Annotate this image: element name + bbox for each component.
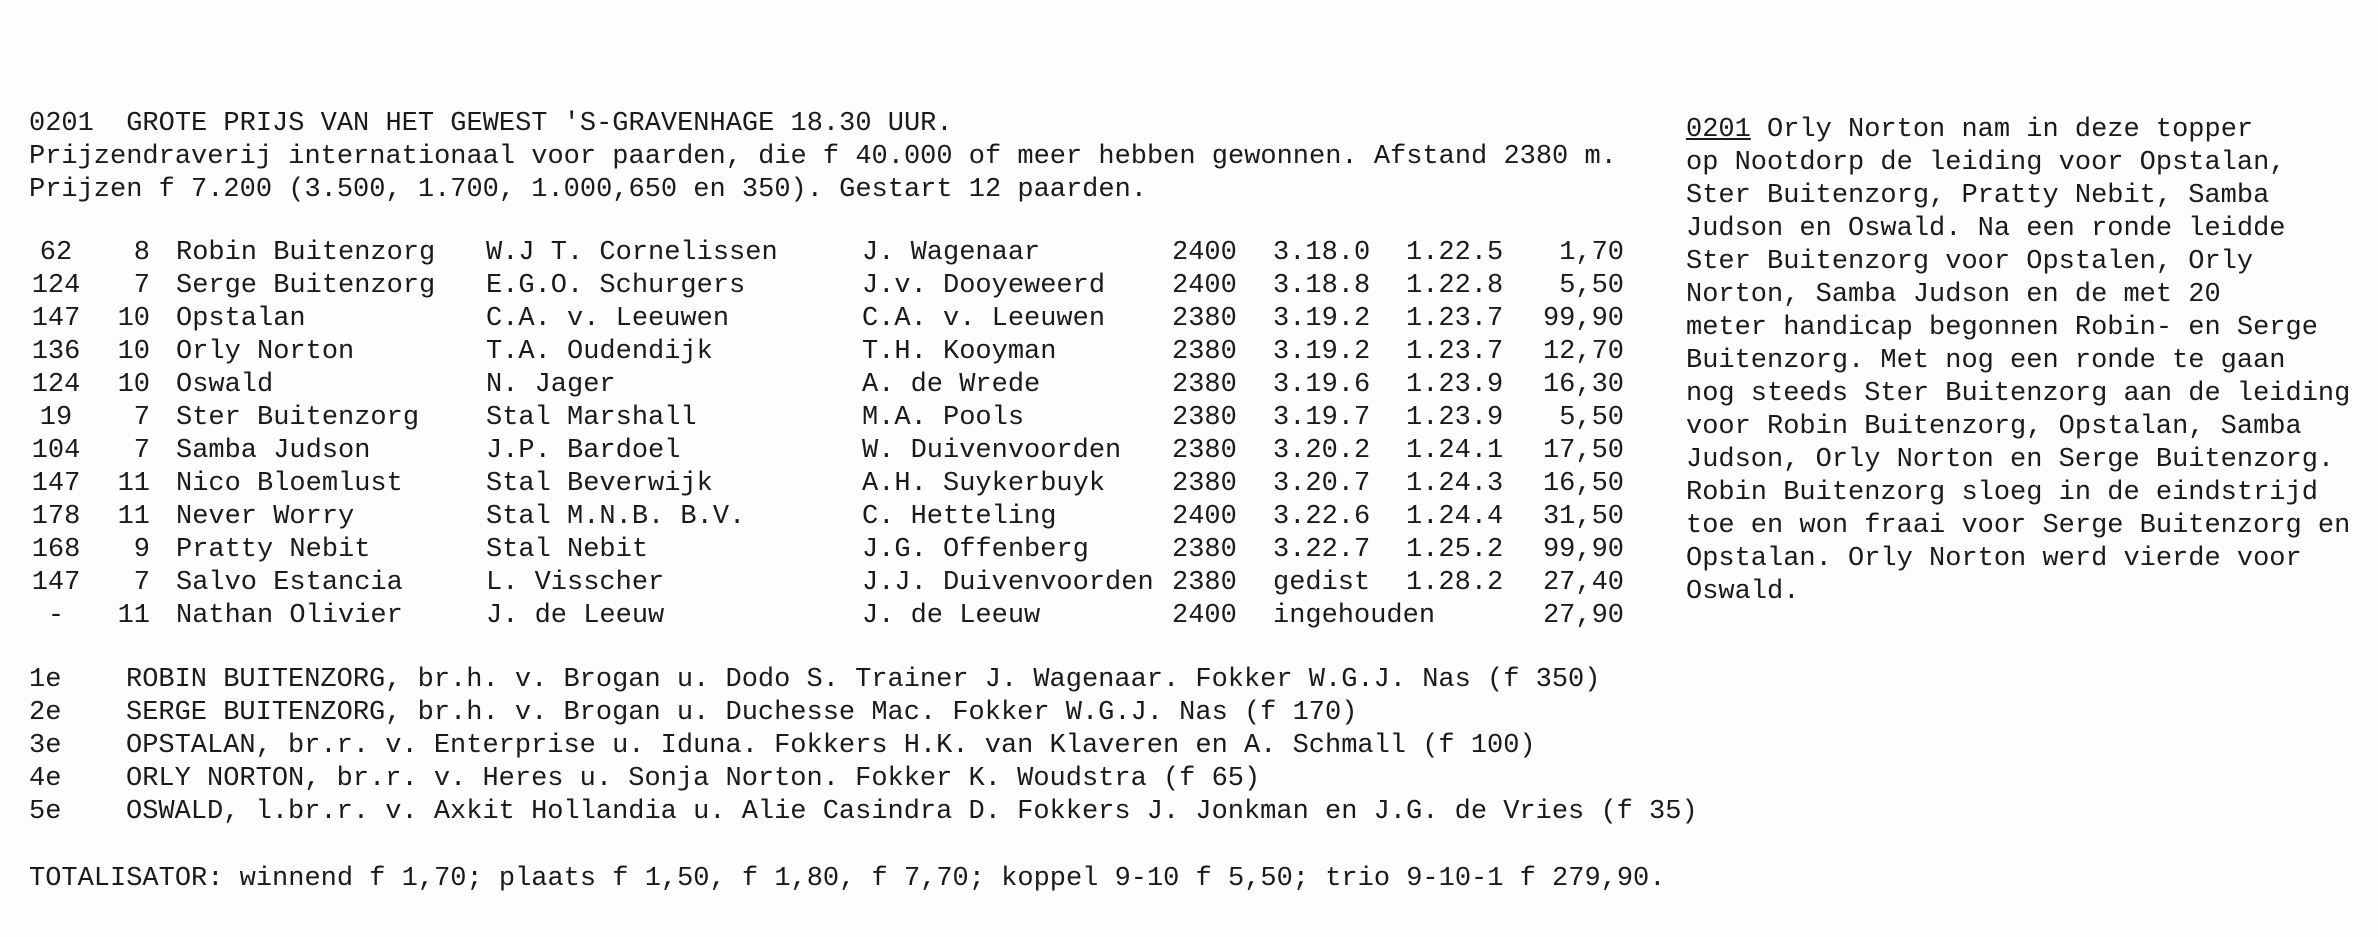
pedigree-text: ROBIN BUITENZORG, br.h. v. Brogan u. Dodo S. Trainer J. Wagenaar. Fokker W.G.J. Nas (f 350) xyxy=(126,665,1601,695)
result-driver: J. de Leeuw xyxy=(862,601,1041,631)
result-owner: L. Visscher xyxy=(486,568,665,598)
commentary-line: Judson en Oswald. Na een ronde leidde xyxy=(1686,214,2286,244)
pedigree-place: 5e xyxy=(29,797,62,827)
result-horse: Oswald xyxy=(176,370,274,400)
result-time: 3.19.7 xyxy=(1273,403,1371,433)
result-driver: M.A. Pools xyxy=(862,403,1025,433)
result-row xyxy=(0,468,1650,501)
commentary-line: voor Robin Buitenzorg, Opstalan, Samba xyxy=(1686,412,2302,442)
result-odds: 99,90 xyxy=(1542,535,1624,565)
result-time: 3.22.6 xyxy=(1273,502,1371,532)
result-odds: 27,90 xyxy=(1542,601,1624,631)
pedigree-text: OSWALD, l.br.r. v. Axkit Hollandia u. Alie Casindra D. Fokkers J. Jonkman en J.G. de Vries (f 35) xyxy=(126,797,1698,827)
commentary-line: op Nootdorp de leiding voor Opstalan, xyxy=(1686,148,2286,178)
result-owner: Stal M.N.B. B.V. xyxy=(486,502,746,532)
commentary-line: Ster Buitenzorg, Pratty Nebit, Samba xyxy=(1686,181,2270,211)
result-horse: Nico Bloemlust xyxy=(176,469,403,499)
result-number: 8 xyxy=(133,238,150,268)
result-km-time: 1.22.8 xyxy=(1406,271,1504,301)
result-owner: E.G.O. Schurgers xyxy=(486,271,746,301)
commentary-line: Buitenzorg. Met nog een ronde te gaan xyxy=(1686,346,2286,376)
result-row xyxy=(0,303,1650,336)
result-row xyxy=(0,270,1650,303)
result-horse: Orly Norton xyxy=(176,337,355,367)
result-driver: J. Wagenaar xyxy=(862,238,1041,268)
result-ref: 168 xyxy=(31,535,81,565)
result-time: ingehouden xyxy=(1273,601,1436,631)
result-driver: C.A. v. Leeuwen xyxy=(862,304,1106,334)
result-odds: 27,40 xyxy=(1542,568,1624,598)
result-horse: Serge Buitenzorg xyxy=(176,271,436,301)
result-owner: J. de Leeuw xyxy=(486,601,665,631)
result-horse: Ster Buitenzorg xyxy=(176,403,420,433)
result-distance: 2400 xyxy=(1172,238,1237,268)
result-ref: 136 xyxy=(31,337,81,367)
result-driver: J.G. Offenberg xyxy=(862,535,1089,565)
result-km-time: 1.25.2 xyxy=(1406,535,1504,565)
pedigree-place: 1e xyxy=(29,665,62,695)
result-horse: Opstalan xyxy=(176,304,306,334)
result-driver: J.v. Dooyeweerd xyxy=(862,271,1106,301)
result-time: 3.19.2 xyxy=(1273,337,1371,367)
result-number: 7 xyxy=(133,403,150,433)
result-owner: N. Jager xyxy=(486,370,616,400)
commentary-line: Oswald. xyxy=(1686,577,1800,607)
commentary-first-line xyxy=(1686,114,2253,147)
commentary-line: Judson, Orly Norton en Serge Buitenzorg. xyxy=(1686,445,2335,475)
result-ref: 147 xyxy=(31,304,81,334)
result-row xyxy=(0,435,1650,468)
result-row xyxy=(0,369,1650,402)
pedigree-place: 4e xyxy=(29,764,62,794)
result-odds: 99,90 xyxy=(1542,304,1624,334)
pedigree-place: 2e xyxy=(29,698,62,728)
result-driver: W. Duivenvoorden xyxy=(862,436,1122,466)
commentary-line: Robin Buitenzorg sloeg in de eindstrijd xyxy=(1686,478,2318,508)
result-distance: 2400 xyxy=(1172,601,1237,631)
result-ref: 124 xyxy=(31,271,81,301)
result-row xyxy=(0,501,1650,534)
commentary-line: toe en won fraai voor Serge Buitenzorg en xyxy=(1686,511,2351,541)
pedigree-text: SERGE BUITENZORG, br.h. v. Brogan u. Duchesse Mac. Fokker W.G.J. Nas (f 170) xyxy=(126,698,1358,728)
result-row xyxy=(0,534,1650,567)
result-km-time: 1.24.4 xyxy=(1406,502,1504,532)
result-distance: 2380 xyxy=(1172,535,1237,565)
result-driver: J.J. Duivenvoorden xyxy=(862,568,1154,598)
result-horse: Nathan Olivier xyxy=(176,601,403,631)
commentary-first-text: Orly Norton nam in deze topper xyxy=(1750,115,2254,145)
result-distance: 2400 xyxy=(1172,502,1237,532)
result-ref: - xyxy=(47,601,65,631)
result-odds: 31,50 xyxy=(1542,502,1624,532)
result-number: 10 xyxy=(117,304,150,334)
result-number: 11 xyxy=(117,601,150,631)
result-time: 3.19.2 xyxy=(1273,304,1371,334)
result-distance: 2380 xyxy=(1172,469,1237,499)
commentary-ref: 0201 xyxy=(1686,115,1751,145)
result-driver: A. de Wrede xyxy=(862,370,1041,400)
result-odds: 1,70 xyxy=(1559,238,1624,268)
result-odds: 16,30 xyxy=(1542,370,1624,400)
pedigree-text: OPSTALAN, br.r. v. Enterprise u. Iduna. Fokkers H.K. van Klaveren en A. Schmall (f 100) xyxy=(126,731,1536,761)
result-odds: 5,50 xyxy=(1559,271,1624,301)
race-prizes: Prijzen f 7.200 (3.500, 1.700, 1.000,650 en 350). Gestart 12 paarden. xyxy=(29,175,1147,205)
result-time: 3.20.7 xyxy=(1273,469,1371,499)
result-time: 3.18.0 xyxy=(1273,238,1371,268)
result-km-time: 1.24.1 xyxy=(1406,436,1504,466)
result-row xyxy=(0,237,1650,270)
result-horse: Samba Judson xyxy=(176,436,371,466)
result-owner: C.A. v. Leeuwen xyxy=(486,304,730,334)
result-ref: 178 xyxy=(31,502,81,532)
result-time: 3.18.8 xyxy=(1273,271,1371,301)
result-km-time: 1.22.5 xyxy=(1406,238,1504,268)
result-distance: 2380 xyxy=(1172,304,1237,334)
result-horse: Salvo Estancia xyxy=(176,568,403,598)
result-number: 7 xyxy=(133,271,150,301)
commentary-line: nog steeds Ster Buitenzorg aan de leiding xyxy=(1686,379,2351,409)
result-driver: A.H. Suykerbuyk xyxy=(862,469,1106,499)
result-row xyxy=(0,567,1650,600)
result-owner: Stal Marshall xyxy=(486,403,697,433)
result-time: 3.22.7 xyxy=(1273,535,1371,565)
result-km-time: 1.23.9 xyxy=(1406,370,1504,400)
result-ref: 147 xyxy=(31,469,81,499)
result-ref: 124 xyxy=(31,370,81,400)
result-ref: 104 xyxy=(31,436,81,466)
commentary-line: meter handicap begonnen Robin- en Serge xyxy=(1686,313,2318,343)
race-conditions: Prijzendraverij internationaal voor paarden, die f 40.000 of meer hebben gewonnen. Afstand 2380 m. xyxy=(29,142,1617,172)
result-owner: J.P. Bardoel xyxy=(486,436,681,466)
result-odds: 5,50 xyxy=(1559,403,1624,433)
result-owner: T.A. Oudendijk xyxy=(486,337,713,367)
result-owner: W.J T. Cornelissen xyxy=(486,238,778,268)
commentary-line: Opstalan. Orly Norton werd vierde voor xyxy=(1686,544,2302,574)
result-distance: 2380 xyxy=(1172,568,1237,598)
result-row xyxy=(0,336,1650,369)
result-distance: 2380 xyxy=(1172,403,1237,433)
result-number: 7 xyxy=(133,436,150,466)
result-km-time: 1.24.3 xyxy=(1406,469,1504,499)
result-odds: 16,50 xyxy=(1542,469,1624,499)
result-number: 11 xyxy=(117,502,150,532)
result-distance: 2380 xyxy=(1172,436,1237,466)
result-horse: Never Worry xyxy=(176,502,355,532)
result-number: 11 xyxy=(117,469,150,499)
result-driver: C. Hetteling xyxy=(862,502,1057,532)
result-ref: 147 xyxy=(31,568,81,598)
result-owner: Stal Nebit xyxy=(486,535,649,565)
result-distance: 2400 xyxy=(1172,271,1237,301)
result-number: 9 xyxy=(133,535,150,565)
result-row xyxy=(0,402,1650,435)
commentary-line: Ster Buitenzorg voor Opstalen, Orly xyxy=(1686,247,2254,277)
result-row xyxy=(0,600,1650,633)
result-km-time: 1.23.7 xyxy=(1406,337,1504,367)
result-number: 10 xyxy=(117,370,150,400)
result-time: gedist xyxy=(1273,568,1371,598)
result-number: 7 xyxy=(133,568,150,598)
totalisator-line: TOTALISATOR: winnend f 1,70; plaats f 1,50, f 1,80, f 7,70; koppel 9-10 f 5,50; trio 9-10-1 f 279,90. xyxy=(29,864,1666,894)
result-km-time: 1.28.2 xyxy=(1406,568,1504,598)
result-ref: 62 xyxy=(39,238,73,268)
result-odds: 17,50 xyxy=(1542,436,1624,466)
result-km-time: 1.23.9 xyxy=(1406,403,1504,433)
result-ref: 19 xyxy=(39,403,73,433)
result-horse: Pratty Nebit xyxy=(176,535,371,565)
result-time: 3.19.6 xyxy=(1273,370,1371,400)
result-odds: 12,70 xyxy=(1542,337,1624,367)
commentary-line: Norton, Samba Judson en de met 20 xyxy=(1686,280,2221,310)
result-owner: Stal Beverwijk xyxy=(486,469,713,499)
result-horse: Robin Buitenzorg xyxy=(176,238,436,268)
pedigree-text: ORLY NORTON, br.r. v. Heres u. Sonja Norton. Fokker K. Woudstra (f 65) xyxy=(126,764,1261,794)
result-distance: 2380 xyxy=(1172,337,1237,367)
result-time: 3.20.2 xyxy=(1273,436,1371,466)
race-title: 0201 GROTE PRIJS VAN HET GEWEST 'S-GRAVENHAGE 18.30 UUR. xyxy=(29,109,953,139)
result-driver: T.H. Kooyman xyxy=(862,337,1057,367)
result-km-time: 1.23.7 xyxy=(1406,304,1504,334)
pedigree-place: 3e xyxy=(29,731,62,761)
result-number: 10 xyxy=(117,337,150,367)
result-distance: 2380 xyxy=(1172,370,1237,400)
